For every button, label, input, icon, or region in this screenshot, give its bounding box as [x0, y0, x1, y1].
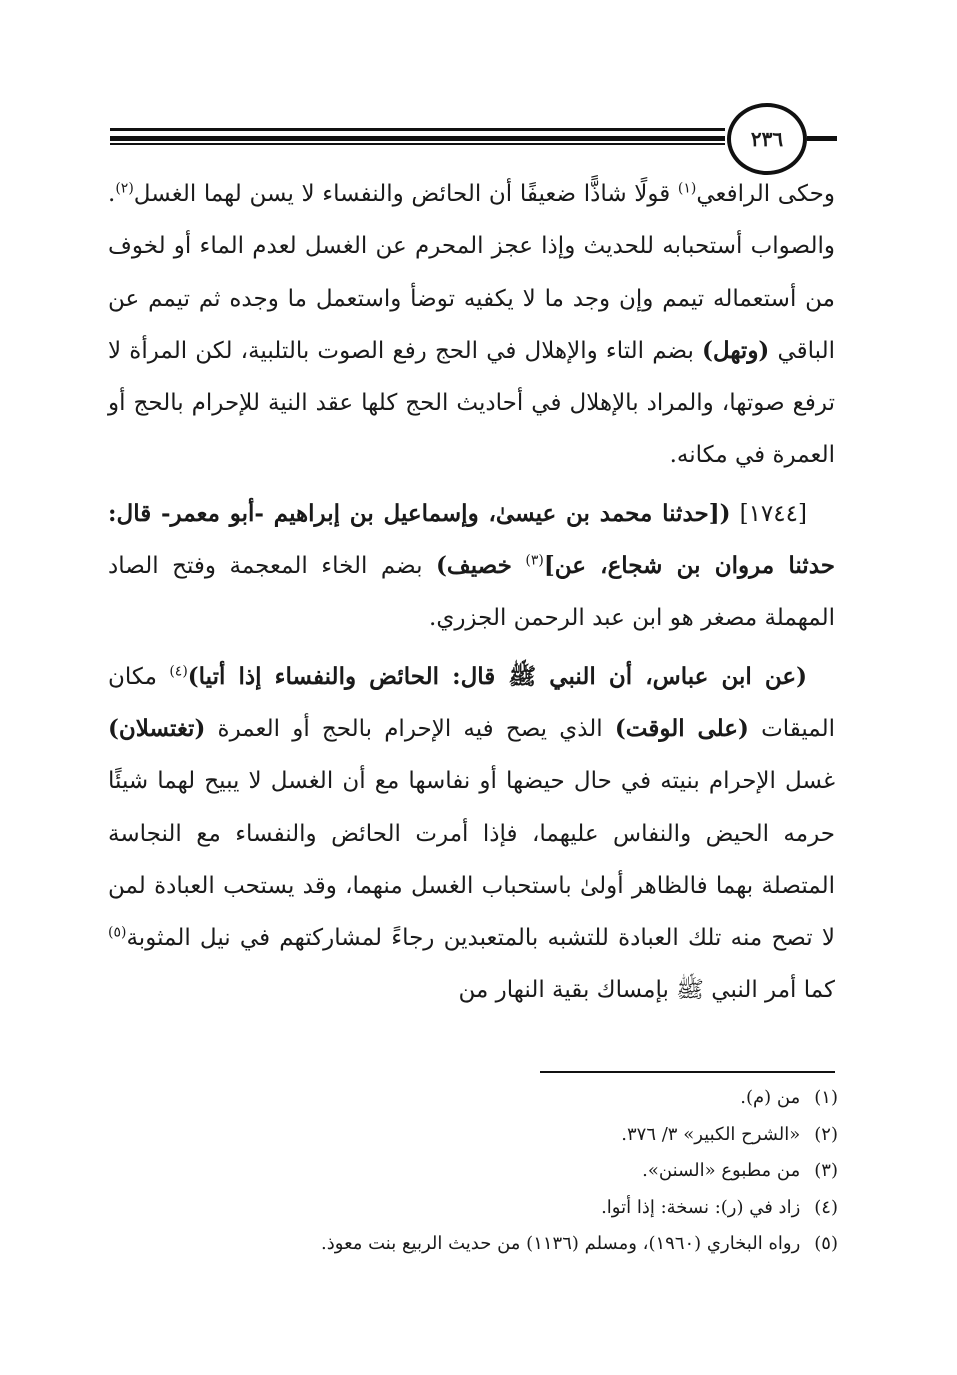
paragraph — [108, 168, 835, 482]
bold-text: خصيف) — [436, 552, 512, 580]
footnote-ref: (٥) — [108, 924, 127, 941]
bold-text: (وتهل) — [702, 336, 770, 364]
footnote — [108, 1153, 838, 1190]
text-run: . والصواب أستحبابه للحديث وإذا عجز المحرم عن الغسل لعدم الماء أو لخوف من أستعماله تيمم وإن وجد ما لا يكفيه توضأ واستعمل ما وجده ثم تيمم عن الباقي — [108, 181, 835, 364]
footnote-text: رواه البخاري (١٩٦٠)، ومسلم (١١٣٦) من حديث الربيع بنت معوذ. — [321, 1233, 801, 1254]
text-run — [512, 553, 526, 579]
paragraph — [108, 651, 835, 1017]
header-rule-tick — [807, 136, 837, 141]
footnote — [108, 1190, 838, 1227]
text-run: قولًا شاذًّا ضعيفًا أن الحائض والنفساء لا يسن لهما الغسل — [133, 181, 678, 207]
footnote-ref: (٣) — [525, 552, 544, 569]
footnote-ref: (٢) — [115, 180, 134, 197]
text-run: كما أمر النبي ﷺ بإمساك بقية النهار من — [458, 977, 835, 1004]
footnote — [108, 1117, 838, 1154]
paragraph — [108, 488, 835, 645]
page-number: ٢٣٦ — [727, 103, 807, 175]
footnote-number: (٤) — [814, 1196, 838, 1218]
footnote-text: من (م). — [740, 1087, 801, 1108]
footnote-number: (١) — [814, 1087, 838, 1108]
text-run: [١٧٤٤] — [730, 500, 807, 527]
footnote-text: «الشرح الكبير» ٣/ ٣٧٦. — [621, 1123, 801, 1145]
footnotes — [108, 1080, 838, 1263]
text-run: بضم الخاء المعجمة وفتح الصاد المهملة مصغر هو ابن عبد الرحمن الجزري. — [108, 553, 835, 632]
footnote-number: (٢) — [814, 1123, 838, 1145]
footnote — [108, 1080, 838, 1117]
footnote-separator — [540, 1071, 835, 1073]
footnote-text: من مطبوع «السنن». — [642, 1160, 801, 1181]
bold-text: (تغتسلان) — [108, 714, 206, 742]
text-run: الذي يصح فيه الإحرام بالحج أو العمرة — [205, 715, 615, 742]
header-rule — [110, 128, 725, 144]
text-run: مكان الميقات — [108, 663, 835, 742]
footnote-ref: (١) — [677, 180, 697, 197]
main-text — [108, 168, 835, 1017]
footnote-number: (٣) — [814, 1160, 838, 1181]
text-run: وحكى الرافعي — [696, 181, 835, 207]
footnote-text: زاد في (ر): نسخة: إذا أتوا. — [601, 1196, 801, 1218]
footnote-ref: (٤) — [169, 663, 188, 680]
bold-text: ([حدثنا محمد بن عيسىٰ، وإسماعيل بن إبراهيم -أبو معمر- قال: حدثنا مروان بن شجاع، عن] — [108, 499, 835, 580]
text-run: بضم التاء والإهلال في الحج رفع الصوت بالتلبية، لكن المرأة لا ترفع صوتها، والمراد بالإهلال في أحاديث الحج كلها عقد النية للإحرام بالحج أو العمرة في مكانه. — [108, 337, 835, 469]
footnote-number: (٥) — [814, 1233, 838, 1254]
bold-text: (عن ابن عباس، أن النبي ﷺ قال: الحائض والنفساء إذا أتيا) — [187, 662, 807, 690]
text-run: غسل الإحرام بنيته في حال حيضها أو نفاسها مع أن الغسل لا يبيح لهما شيئًا حرمه الحيض والنفاس عليهما، فإذا أمرت الحائض والنفساء مع النجاسة المتصلة بهما فالظاهر أولىٰ باستحباب الغسل منهما، وقد يستحب العبادة لمن لا تصح منه تلك العبادة للتشبه بالمتعبدين رجاءً لمشاركتهم في نيل المثوبة — [108, 768, 835, 952]
bold-text: (على الوقت) — [614, 714, 749, 742]
footnote — [108, 1226, 838, 1263]
